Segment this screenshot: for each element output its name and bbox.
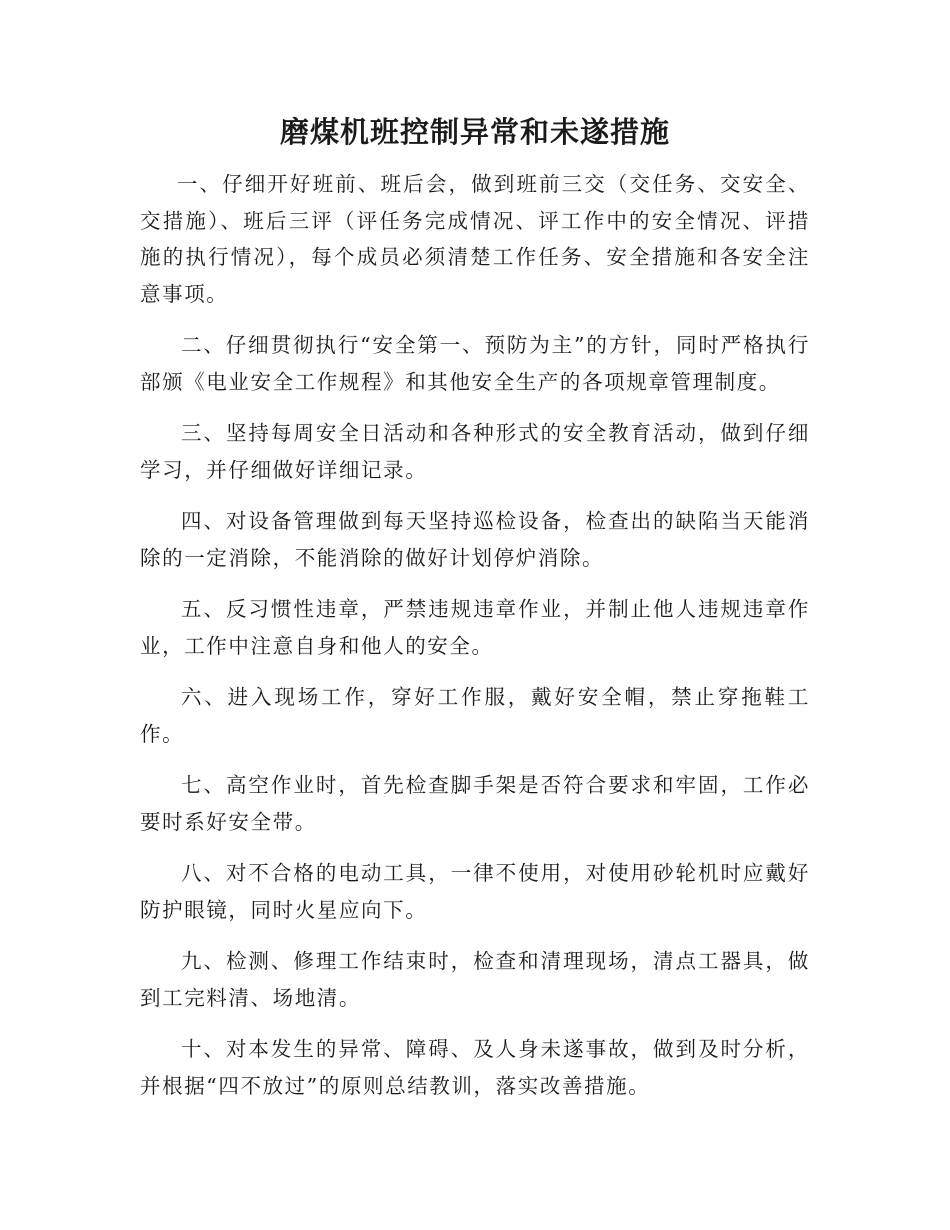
paragraph-7: 七、高空作业时，首先检查脚手架是否符合要求和牢固，工作必要时系好安全带。 [140, 773, 810, 834]
paragraph-8: 八、对不合格的电动工具，一律不使用，对使用砂轮机时应戴好防护眼镜，同时火星应向下。 [140, 861, 810, 922]
paragraph-1: 一、仔细开好班前、班后会，做到班前三交（交任务、交安全、交措施）、班后三评（评任务完成情况、评工作中的安全情况、评措施的执行情况），每个成员必须清楚工作任务、安全措施和各安全注意事项。 [140, 172, 810, 306]
document-title: 磨煤机班控制异常和未遂措施 [279, 115, 670, 149]
document-body [140, 166, 810, 1119]
paragraph-10: 十、对本发生的异常、障碍、及人身未遂事故，做到及时分析，并根据“四不放过”的原则总结教训，落实改善措施。 [140, 1037, 810, 1098]
paragraph-2: 二、仔细贯彻执行“安全第一、预防为主”的方针，同时严格执行部颁《电业安全工作规程》和其他安全生产的各项规章管理制度。 [140, 333, 810, 394]
paragraph-9: 九、检测、修理工作结束时，检查和清理现场，清点工器具，做到工完料清、场地清。 [140, 949, 810, 1010]
paragraph-3: 三、坚持每周安全日活动和各种形式的安全教育活动，做到仔细学习，并仔细做好详细记录。 [140, 421, 810, 482]
paragraph-4: 四、对设备管理做到每天坚持巡检设备，检查出的缺陷当天能消除的一定消除，不能消除的做好计划停炉消除。 [140, 509, 810, 570]
paragraph-6: 六、进入现场工作，穿好工作服，戴好安全帽，禁止穿拖鞋工作。 [140, 685, 810, 746]
paragraph-5: 五、反习惯性违章，严禁违规违章作业，并制止他人违规违章作业，工作中注意自身和他人的安全。 [140, 597, 810, 658]
